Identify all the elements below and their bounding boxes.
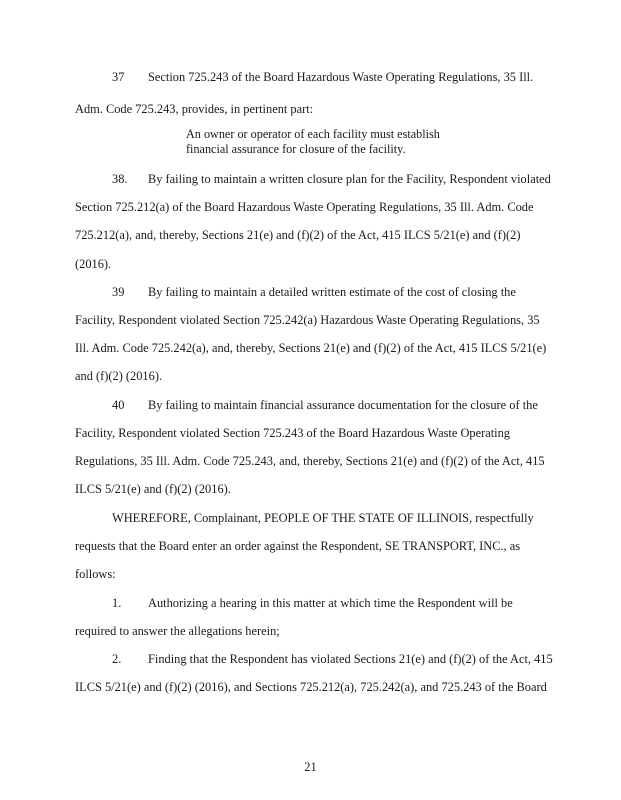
block-quote-line: An owner or operator of each facility must establish <box>186 127 440 141</box>
paragraph-39-line: and (f)(2) (2016). <box>75 369 163 383</box>
paragraph-40-line: Regulations, 35 Ill. Adm. Code 725.243, and, thereby, Sections 21(e) and (f)(2) of the Act, 415 <box>75 454 545 468</box>
paragraph-text: By failing to maintain financial assurance documentation for the closure of the <box>148 398 538 412</box>
wherefore-first-line: WHEREFORE, Complainant, PEOPLE OF THE STATE OF ILLINOIS, respectfully <box>112 511 534 525</box>
wherefore-line: follows: <box>75 567 116 581</box>
paragraph-number: 39 <box>112 285 125 299</box>
paragraph-number: 37 <box>112 70 125 84</box>
item-text: Finding that the Respondent has violated Sections 21(e) and (f)(2) of the Act, 415 <box>148 652 553 666</box>
paragraph-text: By failing to maintain a detailed written estimate of the cost of closing the <box>148 285 516 299</box>
paragraph-38-line: 725.212(a), and, thereby, Sections 21(e) and (f)(2) of the Act, 415 ILCS 5/21(e) and (f)(2) <box>75 228 521 242</box>
request-item-1-first-line <box>112 596 513 610</box>
paragraph-39-line: Ill. Adm. Code 725.242(a), and, thereby, Sections 21(e) and (f)(2) of the Act, 415 ILCS 5/21(e) <box>75 341 547 355</box>
item-text: Authorizing a hearing in this matter at which time the Respondent will be <box>148 596 513 610</box>
paragraph-number: 40 <box>112 398 125 412</box>
page-number: 21 <box>304 760 317 774</box>
item-number: 2. <box>112 652 122 666</box>
paragraph-number: 38. <box>112 172 128 186</box>
paragraph-40-line: ILCS 5/21(e) and (f)(2) (2016). <box>75 482 231 496</box>
paragraph-text: By failing to maintain a written closure plan for the Facility, Respondent violated <box>148 172 551 186</box>
paragraph-text: Section 725.243 of the Board Hazardous Waste Operating Regulations, 35 Ill. <box>148 70 534 84</box>
paragraph-40-first-line <box>112 398 538 412</box>
paragraph-38-first-line <box>112 172 551 186</box>
wherefore-line: requests that the Board enter an order against the Respondent, SE TRANSPORT, INC., as <box>75 539 521 553</box>
paragraph-39-first-line <box>112 285 516 299</box>
paragraph-38-line: Section 725.212(a) of the Board Hazardous Waste Operating Regulations, 35 Ill. Adm. Code <box>75 200 534 214</box>
paragraph-40-line: Facility, Respondent violated Section 725.243 of the Board Hazardous Waste Operating <box>75 426 510 440</box>
paragraph-38-line: (2016). <box>75 257 112 271</box>
paragraph-37-first-line <box>112 70 533 84</box>
item-number: 1. <box>112 596 122 610</box>
request-item-2-first-line <box>112 652 553 666</box>
request-item-2-line: ILCS 5/21(e) and (f)(2) (2016), and Sections 725.212(a), 725.242(a), and 725.243 of the Board <box>75 680 547 694</box>
paragraph-39-line: Facility, Respondent violated Section 725.242(a) Hazardous Waste Operating Regulations, 35 <box>75 313 540 327</box>
request-item-1-line: required to answer the allegations herein; <box>75 624 280 638</box>
paragraph-37-line: Adm. Code 725.243, provides, in pertinent part: <box>75 102 314 116</box>
block-quote-line: financial assurance for closure of the facility. <box>186 142 406 156</box>
